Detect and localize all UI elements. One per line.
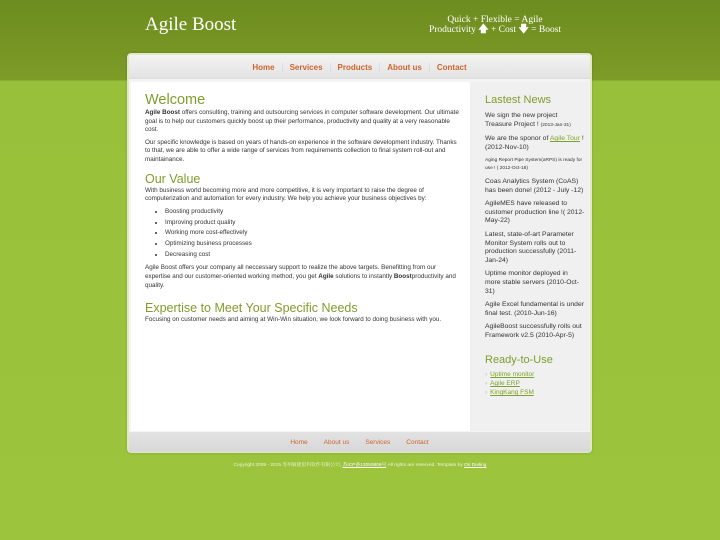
tagline-productivity: Productivity bbox=[428, 25, 476, 35]
list-item: • Boosting productivity bbox=[165, 208, 460, 217]
agile-erp-link[interactable]: Agile ERP bbox=[490, 380, 520, 388]
list-item bbox=[485, 388, 585, 397]
ready-to-use-list bbox=[485, 370, 585, 397]
footer-nav-contact[interactable]: Contact bbox=[406, 438, 429, 446]
news-heading: Lastest News bbox=[485, 94, 552, 106]
news-item: Latest, state-of-art Parameter Monitor System rolls out to production successfully (2011-Jan-24) bbox=[485, 230, 577, 264]
list-item: • Decreasing cost bbox=[165, 251, 460, 260]
news-text: We sign the new project Treasure Project ! bbox=[485, 112, 558, 128]
news-text: We are the sponor of bbox=[485, 135, 550, 143]
news-item: Agile Excel fundamental is under final test. (2010-Jun-16) bbox=[485, 301, 584, 317]
news-item: Uptime monitor deployed in more stable servers (2010-Oct-31) bbox=[485, 270, 580, 295]
designer-link[interactable]: Ori Dieling bbox=[464, 463, 487, 468]
outro-boost: Boost bbox=[393, 273, 412, 281]
list-item bbox=[485, 379, 585, 388]
nav-home[interactable]: Home bbox=[252, 62, 275, 72]
copyright-text: All rights are reserved. Template by bbox=[386, 463, 465, 468]
welcome-paragraph-1 bbox=[145, 109, 460, 135]
nav-products[interactable]: Products bbox=[330, 63, 380, 72]
footer-nav-home[interactable]: Home bbox=[290, 438, 308, 446]
expertise-heading: Expertise to Meet Your Specific Needs bbox=[145, 301, 358, 316]
news-item: AgileBoost successfully rolls out Framework v2.5 (2010-Apr-5) bbox=[485, 323, 582, 339]
news-text: !(2012-Nov-10) bbox=[485, 135, 584, 151]
top-navigation bbox=[129, 56, 590, 79]
outro-part-a: Agile Boost offers your company all neccessary support to realize the above targets. Benefitting from our expertise and our customer-oriented working method, you get bbox=[145, 264, 437, 281]
outro-part-b: solutions to instantly bbox=[333, 273, 394, 281]
value-heading: Our Value bbox=[145, 171, 201, 186]
tagline-line2 bbox=[415, 25, 575, 35]
list-item: • Working more cost-effectively bbox=[165, 229, 460, 238]
expertise-text: Focusing on customer needs and aiming at Win-Win situation, we look forward to doing business with you. bbox=[145, 316, 442, 324]
news-item bbox=[485, 135, 585, 152]
list-item bbox=[485, 370, 585, 379]
value-outro bbox=[145, 264, 460, 290]
nav-contact[interactable]: Contact bbox=[429, 63, 474, 72]
icp-link[interactable]: 苏ICP备13050806号 bbox=[342, 463, 387, 468]
tagline-cost: + Cost bbox=[490, 25, 517, 35]
outro-part-c: productivity and quality. bbox=[145, 273, 456, 289]
outro-agile: Agile bbox=[318, 273, 334, 281]
kingkang-fsm-link[interactable]: KingKang FSM bbox=[490, 389, 534, 397]
nav-about-us[interactable]: About us bbox=[379, 63, 429, 72]
news-item: Coas Analytics System (CoAS) has been done! (2012 - July -12) bbox=[485, 177, 584, 194]
list-item: • Improving product quality bbox=[165, 219, 460, 228]
news-sidebar bbox=[485, 93, 585, 397]
welcome-p1-text: offers consulting, training and outsourcing services in computer software development. Our ultimate goal is to help our customers quickly boost up their performance, productivity and quality at a very reasonable cost. bbox=[145, 109, 459, 134]
footer-nav-about-us[interactable]: About us bbox=[323, 438, 350, 446]
tagline-line1: Quick + Flexible = Agile bbox=[447, 15, 543, 25]
news-item: AgileMES have released to customer production line !( 2012-May-22) bbox=[485, 200, 585, 225]
arrow-down-icon: 🡇 bbox=[518, 24, 529, 35]
value-intro: With business world becoming more and more competitive, it is very important to raise the degree of computerization and automation for every industry. We help you achieve your business objectives by: bbox=[145, 186, 427, 203]
copyright-text: Copyright 2009 - 2015 苏州敏捷思科软件有限公司, bbox=[233, 463, 343, 468]
main-content bbox=[145, 92, 460, 329]
news-item: Aging Report Pipe System(aRPS) is ready for use ! ( 2012-Oct-18) bbox=[485, 158, 583, 172]
agile-tour-link[interactable]: Agile Tour bbox=[549, 135, 580, 143]
arrow-up-icon: 🡅 bbox=[478, 24, 489, 35]
brand-name: Agile Boost bbox=[145, 109, 180, 116]
footer-navigation bbox=[129, 432, 590, 452]
footer-nav-services[interactable]: Services bbox=[365, 438, 391, 446]
uptime-monitor-link[interactable]: Uptime monitor bbox=[490, 371, 535, 379]
tagline bbox=[415, 15, 575, 35]
site-title[interactable]: Agile Boost bbox=[145, 14, 237, 35]
list-item: • Optimizing business processes bbox=[165, 240, 460, 249]
ready-to-use-heading: Ready-to-Use bbox=[485, 354, 553, 367]
nav-services[interactable]: Services bbox=[282, 63, 330, 72]
news-date: (2013-Jan-31) bbox=[540, 122, 571, 128]
welcome-heading: Welcome bbox=[145, 92, 206, 108]
value-list bbox=[165, 208, 460, 260]
news-item bbox=[485, 112, 585, 130]
welcome-paragraph-2: Our specific knowledge is based on years of hands-on experience in the software development industry. Thanks to that, we are able to offer a wide range of services from requirements collection to final system roll-out and maintainance. bbox=[145, 138, 457, 163]
copyright bbox=[0, 461, 720, 468]
tagline-result: = Boost bbox=[531, 25, 562, 35]
